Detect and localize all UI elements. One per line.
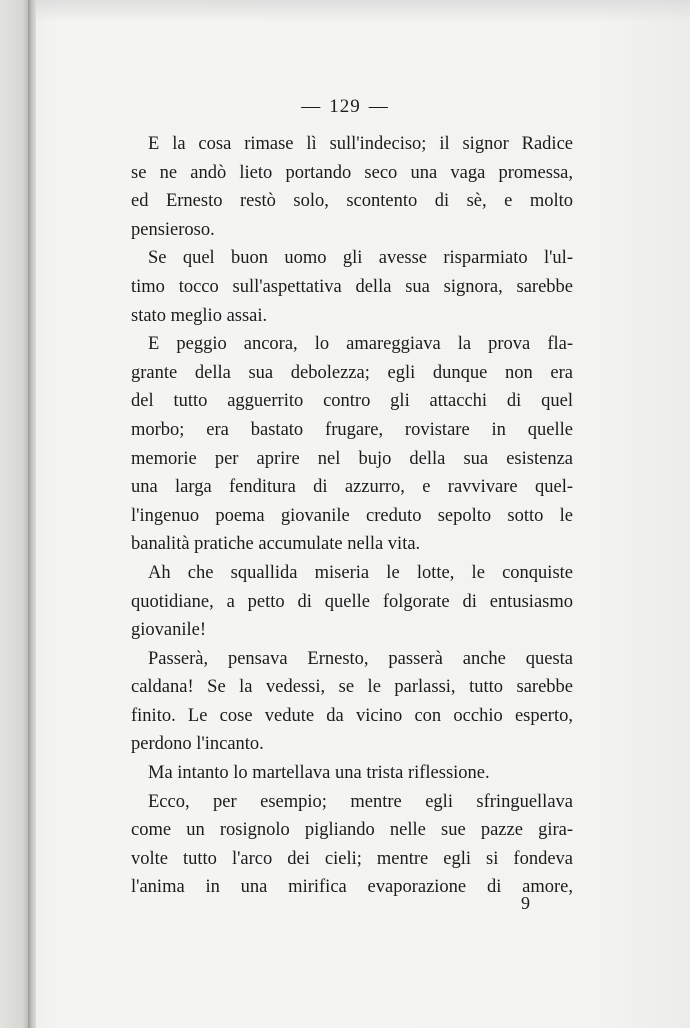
text-line: timo tocco sull'aspettativa della sua signora, sarebbe [131,276,573,297]
text-line: ed Ernesto restò solo, scontento di sè, e molto [131,191,573,212]
text-line: se ne andò lieto portando seco una vaga promessa, [131,162,573,183]
text-line: del tutto agguerrito contro gli attacchi di quel [131,391,573,412]
text-line: morbo; era bastato frugare, rovistare in quelle [131,419,573,440]
scan-smudge [36,0,690,22]
text-line: Ah che squallida miseria le lotte, le conquiste [148,562,573,583]
text-line: Se quel buon uomo gli avesse risparmiato l'ul- [148,248,573,269]
text-line: E peggio ancora, lo amareggiava la prova fla- [148,334,573,355]
text-line: l'ingenuo poema giovanile creduto sepolto sotto le [131,505,573,526]
signature-mark: 9 [521,893,530,913]
text-line: caldana! Se la vedessi, se le parlassi, tutto sarebbe [131,677,573,698]
text-line: Passerà, pensava Ernesto, passerà anche questa [148,648,573,669]
body-text [131,130,573,902]
dash-right: — [368,96,389,117]
text-line: quotidiane, a petto di quelle folgorate di entusiasmo [131,591,573,612]
text-line: giovanile! [131,620,207,641]
text-line: pensieroso. [131,219,215,240]
text-line: Ecco, per esempio; mentre egli sfringuellava [148,791,573,812]
text-line: finito. Le cose vedute da vicino con occhio esperto, [131,705,573,726]
text-line: stato meglio assai. [131,305,268,326]
text-line: perdono l'incanto. [131,734,264,755]
text-line: volte tutto l'arco dei cieli; mentre egli si fondeva [131,848,573,869]
text-line: banalità pratiche accumulate nella vita. [131,534,421,555]
dash-left: — [301,96,322,117]
page-header [0,96,690,118]
text-line: grante della sua debolezza; egli dunque non era [131,362,573,383]
text-line: come un rosignolo pigliando nelle sue pazze gira- [131,820,573,841]
text-line: E la cosa rimase lì sull'indeciso; il signor Radice [148,134,573,154]
binding-edge [28,0,36,1028]
text-line: Ma intanto lo martellava una trista riflessione. [148,763,490,784]
text-line: memorie per aprire nel bujo della sua esistenza [131,448,573,469]
binding-shadow [0,0,28,1028]
page-number: 129 [329,96,361,117]
text-line: una larga fenditura di azzurro, e ravvivare quel- [131,477,573,498]
text-line: l'anima in una mirifica evaporazione di amore, [131,877,573,898]
